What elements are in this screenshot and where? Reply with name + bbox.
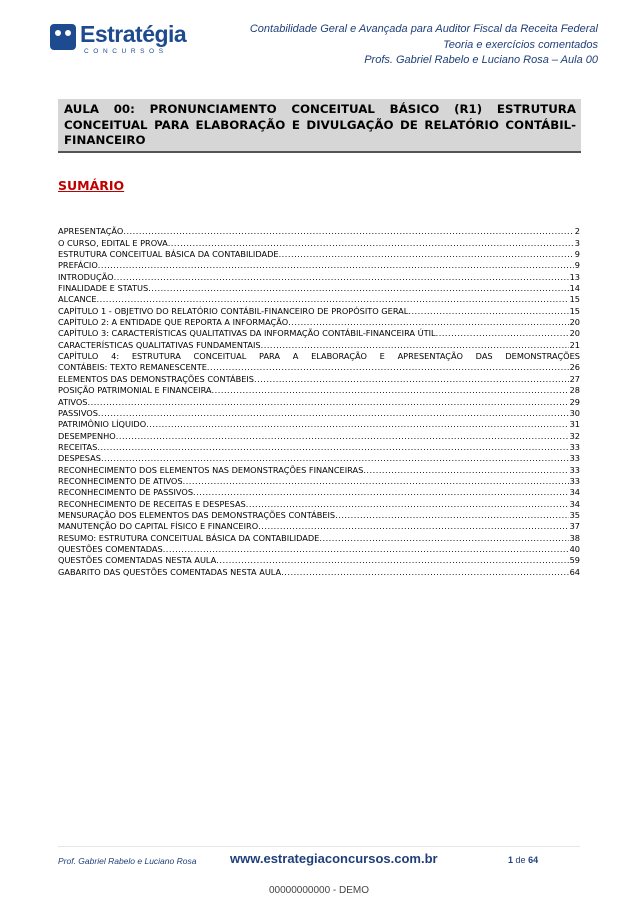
- toc-item[interactable]: [58, 283, 580, 294]
- toc-item-title: PREFÁCIO: [58, 260, 98, 271]
- toc-dot-leader: [148, 283, 568, 294]
- demo-watermark: 00000000000 - DEMO: [268, 885, 370, 896]
- toc-item[interactable]: [58, 442, 580, 453]
- toc-dot-leader: [246, 499, 569, 510]
- toc-item[interactable]: [58, 464, 580, 475]
- toc-item-title: APRESENTAÇÃO: [58, 226, 124, 237]
- toc-item-title: RESUMO: ESTRUTURA CONCEITUAL BÁSICA DA CONTABILIDADE: [58, 532, 320, 543]
- toc-item-page: 2: [574, 226, 580, 237]
- toc-item-page: 21: [569, 339, 580, 350]
- brand-logo: [50, 20, 187, 60]
- toc-item-page: 15: [569, 294, 580, 305]
- page-total: 64: [528, 855, 539, 865]
- toc-item[interactable]: [58, 373, 580, 384]
- toc-dot-leader: [363, 465, 568, 476]
- toc-dot-leader: [288, 317, 568, 328]
- toc-item-page: 59: [569, 555, 580, 566]
- toc-item-title: POSIÇÃO PATRIMONIAL E FINANCEIRA: [58, 385, 212, 396]
- lesson-title: AULA 00: PRONUNCIAMENTO CONCEITUAL BÁSICO (R1) ESTRUTURA CONCEITUAL PARA ELABORAÇÃO E DIVULGAÇÃO DE RELATÓRIO CONTÁBIL-FINANCEIRO: [64, 102, 576, 147]
- toc-item[interactable]: [58, 385, 580, 396]
- toc-item-title: GABARITO DAS QUESTÕES COMENTADAS NESTA AULA: [58, 566, 282, 577]
- logo-name: Estratégia: [80, 21, 187, 47]
- toc-item-title: RECONHECIMENTO DE ATIVOS: [58, 475, 183, 486]
- toc-item-title: ALCANCE: [58, 294, 97, 305]
- toc-item-page: 13: [569, 271, 580, 282]
- toc-item[interactable]: [58, 408, 580, 419]
- page-header: [250, 22, 598, 69]
- header-subtitle: Teoria e exercícios comentados: [443, 38, 598, 51]
- lesson-title-box: [58, 99, 581, 153]
- toc-item-page: 27: [569, 373, 580, 384]
- toc-item-page: 3: [574, 237, 580, 248]
- toc-item[interactable]: [58, 339, 580, 350]
- toc-item-page: 38: [569, 532, 580, 543]
- toc-item-page: 35: [569, 509, 580, 520]
- toc-item-page: 29: [569, 396, 580, 407]
- toc-dot-leader: [97, 442, 568, 453]
- toc-item-page: 33: [569, 475, 580, 486]
- toc-item[interactable]: [58, 396, 580, 407]
- toc-dot-leader: [212, 385, 569, 396]
- footer-website-link[interactable]: www.estrategiaconcursos.com.br: [230, 851, 438, 866]
- toc-dot-leader: [261, 340, 569, 351]
- toc-item-page: 30: [569, 407, 580, 418]
- toc-item[interactable]: [58, 476, 580, 487]
- toc-dot-leader: [146, 419, 568, 430]
- toc-dot-leader: [193, 487, 569, 498]
- toc-dot-leader: [216, 555, 568, 566]
- toc-item[interactable]: [58, 351, 580, 362]
- toc-item-page: 33: [569, 441, 580, 452]
- toc-item[interactable]: [58, 510, 580, 521]
- toc-item-title: PASSIVOS: [58, 407, 98, 418]
- toc-item-title: RECONHECIMENTO DE PASSIVOS: [58, 487, 194, 498]
- toc-item-title: ATIVOS: [58, 396, 88, 407]
- toc-dot-leader: [436, 328, 569, 339]
- toc-item-page: 20: [569, 317, 580, 328]
- toc-item[interactable]: [58, 294, 580, 305]
- toc-item[interactable]: [58, 453, 580, 464]
- toc-item-page: 20: [569, 328, 580, 339]
- toc-item-title: MENSURAÇÃO DOS ELEMENTOS DAS DEMONSTRAÇÕES CONTÁBEIS: [58, 509, 336, 520]
- toc-item-title: CAPÍTULO 3: CARACTERÍSTICAS QUALITATIVAS DA INFORMAÇÃO CONTÁBIL-FINANCEIRA ÚTIL: [58, 328, 436, 339]
- toc-dot-leader: [183, 476, 569, 487]
- toc-item[interactable]: [58, 566, 580, 577]
- toc-item-page: 14: [569, 283, 580, 294]
- toc-item-page: 26: [569, 362, 580, 373]
- toc-item-title: CONTÁBEIS: TEXTO REMANESCENTE: [58, 362, 207, 373]
- toc-item[interactable]: [58, 362, 580, 373]
- toc-dot-leader: [163, 544, 569, 555]
- logo-subtitle: CONCURSOS: [84, 48, 168, 55]
- toc-item-title: CAPÍTULO 1 - OBJETIVO DO RELATÓRIO CONTÁBIL-FINANCEIRO DE PROPÓSITO GERAL: [58, 305, 409, 316]
- footer-page-number: [508, 855, 538, 865]
- toc-item-title: QUESTÕES COMENTADAS: [58, 543, 163, 554]
- toc-item-title: DESEMPENHO: [58, 430, 116, 441]
- toc-item[interactable]: [58, 555, 580, 566]
- header-course: Contabilidade Geral e Avançada para Auditor Fiscal da Receita Federal: [249, 23, 598, 35]
- toc-item-title: O CURSO, EDITAL E PROVA: [58, 237, 168, 248]
- toc-dot-leader: [335, 510, 568, 521]
- toc-dot-leader: [319, 533, 568, 544]
- toc-item[interactable]: [58, 237, 580, 248]
- footer-authors: Prof. Gabriel Rabelo e Luciano Rosa: [58, 856, 197, 866]
- toc-item-page: 31: [569, 419, 580, 430]
- toc-item-title: QUESTÕES COMENTADAS NESTA AULA: [58, 555, 217, 566]
- toc-dot-leader: [98, 408, 569, 419]
- toc-item[interactable]: [58, 271, 580, 282]
- toc-item-title: CAPÍTULO 4: ESTRUTURA CONCEITUAL PARA A ELABORAÇÃO E APRESENTAÇÃO DAS DEMONSTRAÇÕES: [58, 350, 580, 361]
- toc-item-page: 40: [569, 543, 580, 554]
- toc-item-title: FINALIDADE E STATUS: [58, 283, 149, 294]
- toc-item-page: 64: [569, 566, 580, 577]
- toc-item-page: 33: [569, 453, 580, 464]
- toc-item-title: ELEMENTOS DAS DEMONSTRAÇÕES CONTÁBEIS: [58, 373, 254, 384]
- toc-item-page: 9: [574, 260, 580, 271]
- footer-divider: [58, 846, 580, 847]
- toc-item[interactable]: [58, 532, 580, 543]
- toc-dot-leader: [168, 238, 574, 249]
- toc-item-page: 15: [569, 305, 580, 316]
- toc-item[interactable]: [58, 498, 580, 509]
- toc-item-title: RECEITAS: [58, 441, 98, 452]
- toc-dot-leader: [114, 272, 569, 283]
- toc-item-page: 33: [569, 464, 580, 475]
- page-current: 1: [508, 855, 514, 865]
- toc-item-page: 9: [574, 249, 580, 260]
- toc-item[interactable]: [58, 521, 580, 532]
- toc-item-title: RECONHECIMENTO DOS ELEMENTOS NAS DEMONSTRAÇÕES FINANCEIRAS: [58, 464, 364, 475]
- toc-item[interactable]: [58, 419, 580, 430]
- toc-item[interactable]: [58, 226, 580, 237]
- toc-item-title: CAPÍTULO 2: A ENTIDADE QUE REPORTA A INFORMAÇÃO: [58, 317, 289, 328]
- toc-item-title: RECONHECIMENTO DE RECEITAS E DESPESAS: [58, 498, 246, 509]
- table-of-contents: [58, 226, 580, 578]
- toc-dot-leader: [408, 306, 568, 317]
- toc-item[interactable]: [58, 260, 580, 271]
- toc-item-page: 34: [569, 487, 580, 498]
- toc-item[interactable]: [58, 249, 580, 260]
- toc-dot-leader: [281, 567, 568, 578]
- toc-item-title: PATRIMÔNIO LÍQUIDO: [58, 419, 147, 430]
- toc-item[interactable]: [58, 328, 580, 339]
- toc-item-title: INTRODUÇÃO: [58, 271, 114, 282]
- toc-dot-leader: [207, 362, 569, 373]
- toc-dot-leader: [98, 260, 574, 271]
- toc-item-title: MANUTENÇÃO DO CAPITAL FÍSICO E FINANCEIRO: [58, 521, 259, 532]
- toc-dot-leader: [254, 374, 569, 385]
- toc-item-title: DESPESAS: [58, 453, 101, 464]
- toc-dot-leader: [279, 249, 574, 260]
- toc-item-page: 37: [569, 521, 580, 532]
- toc-dot-leader: [123, 226, 573, 237]
- owl-logo-icon: [50, 24, 76, 50]
- toc-item[interactable]: [58, 544, 580, 555]
- toc-dot-leader: [97, 294, 569, 305]
- toc-dot-leader: [258, 521, 568, 532]
- toc-item-page: 32: [569, 430, 580, 441]
- toc-dot-leader: [101, 453, 569, 464]
- toc-dot-leader: [116, 431, 569, 442]
- toc-item[interactable]: [58, 305, 580, 316]
- toc-item[interactable]: [58, 317, 580, 328]
- toc-item[interactable]: [58, 487, 580, 498]
- toc-dot-leader: [87, 397, 568, 408]
- toc-item-page: 28: [569, 385, 580, 396]
- toc-item[interactable]: [58, 430, 580, 441]
- summary-heading: SUMÁRIO: [58, 178, 125, 193]
- page-of: de: [515, 855, 526, 865]
- toc-item-title: CARACTERÍSTICAS QUALITATIVAS FUNDAMENTAIS: [58, 339, 261, 350]
- toc-item-title: ESTRUTURA CONCEITUAL BÁSICA DA CONTABILIDADE: [58, 249, 279, 260]
- toc-item-page: 34: [569, 498, 580, 509]
- header-authors: Profs. Gabriel Rabelo e Luciano Rosa – Aula 00: [364, 54, 598, 66]
